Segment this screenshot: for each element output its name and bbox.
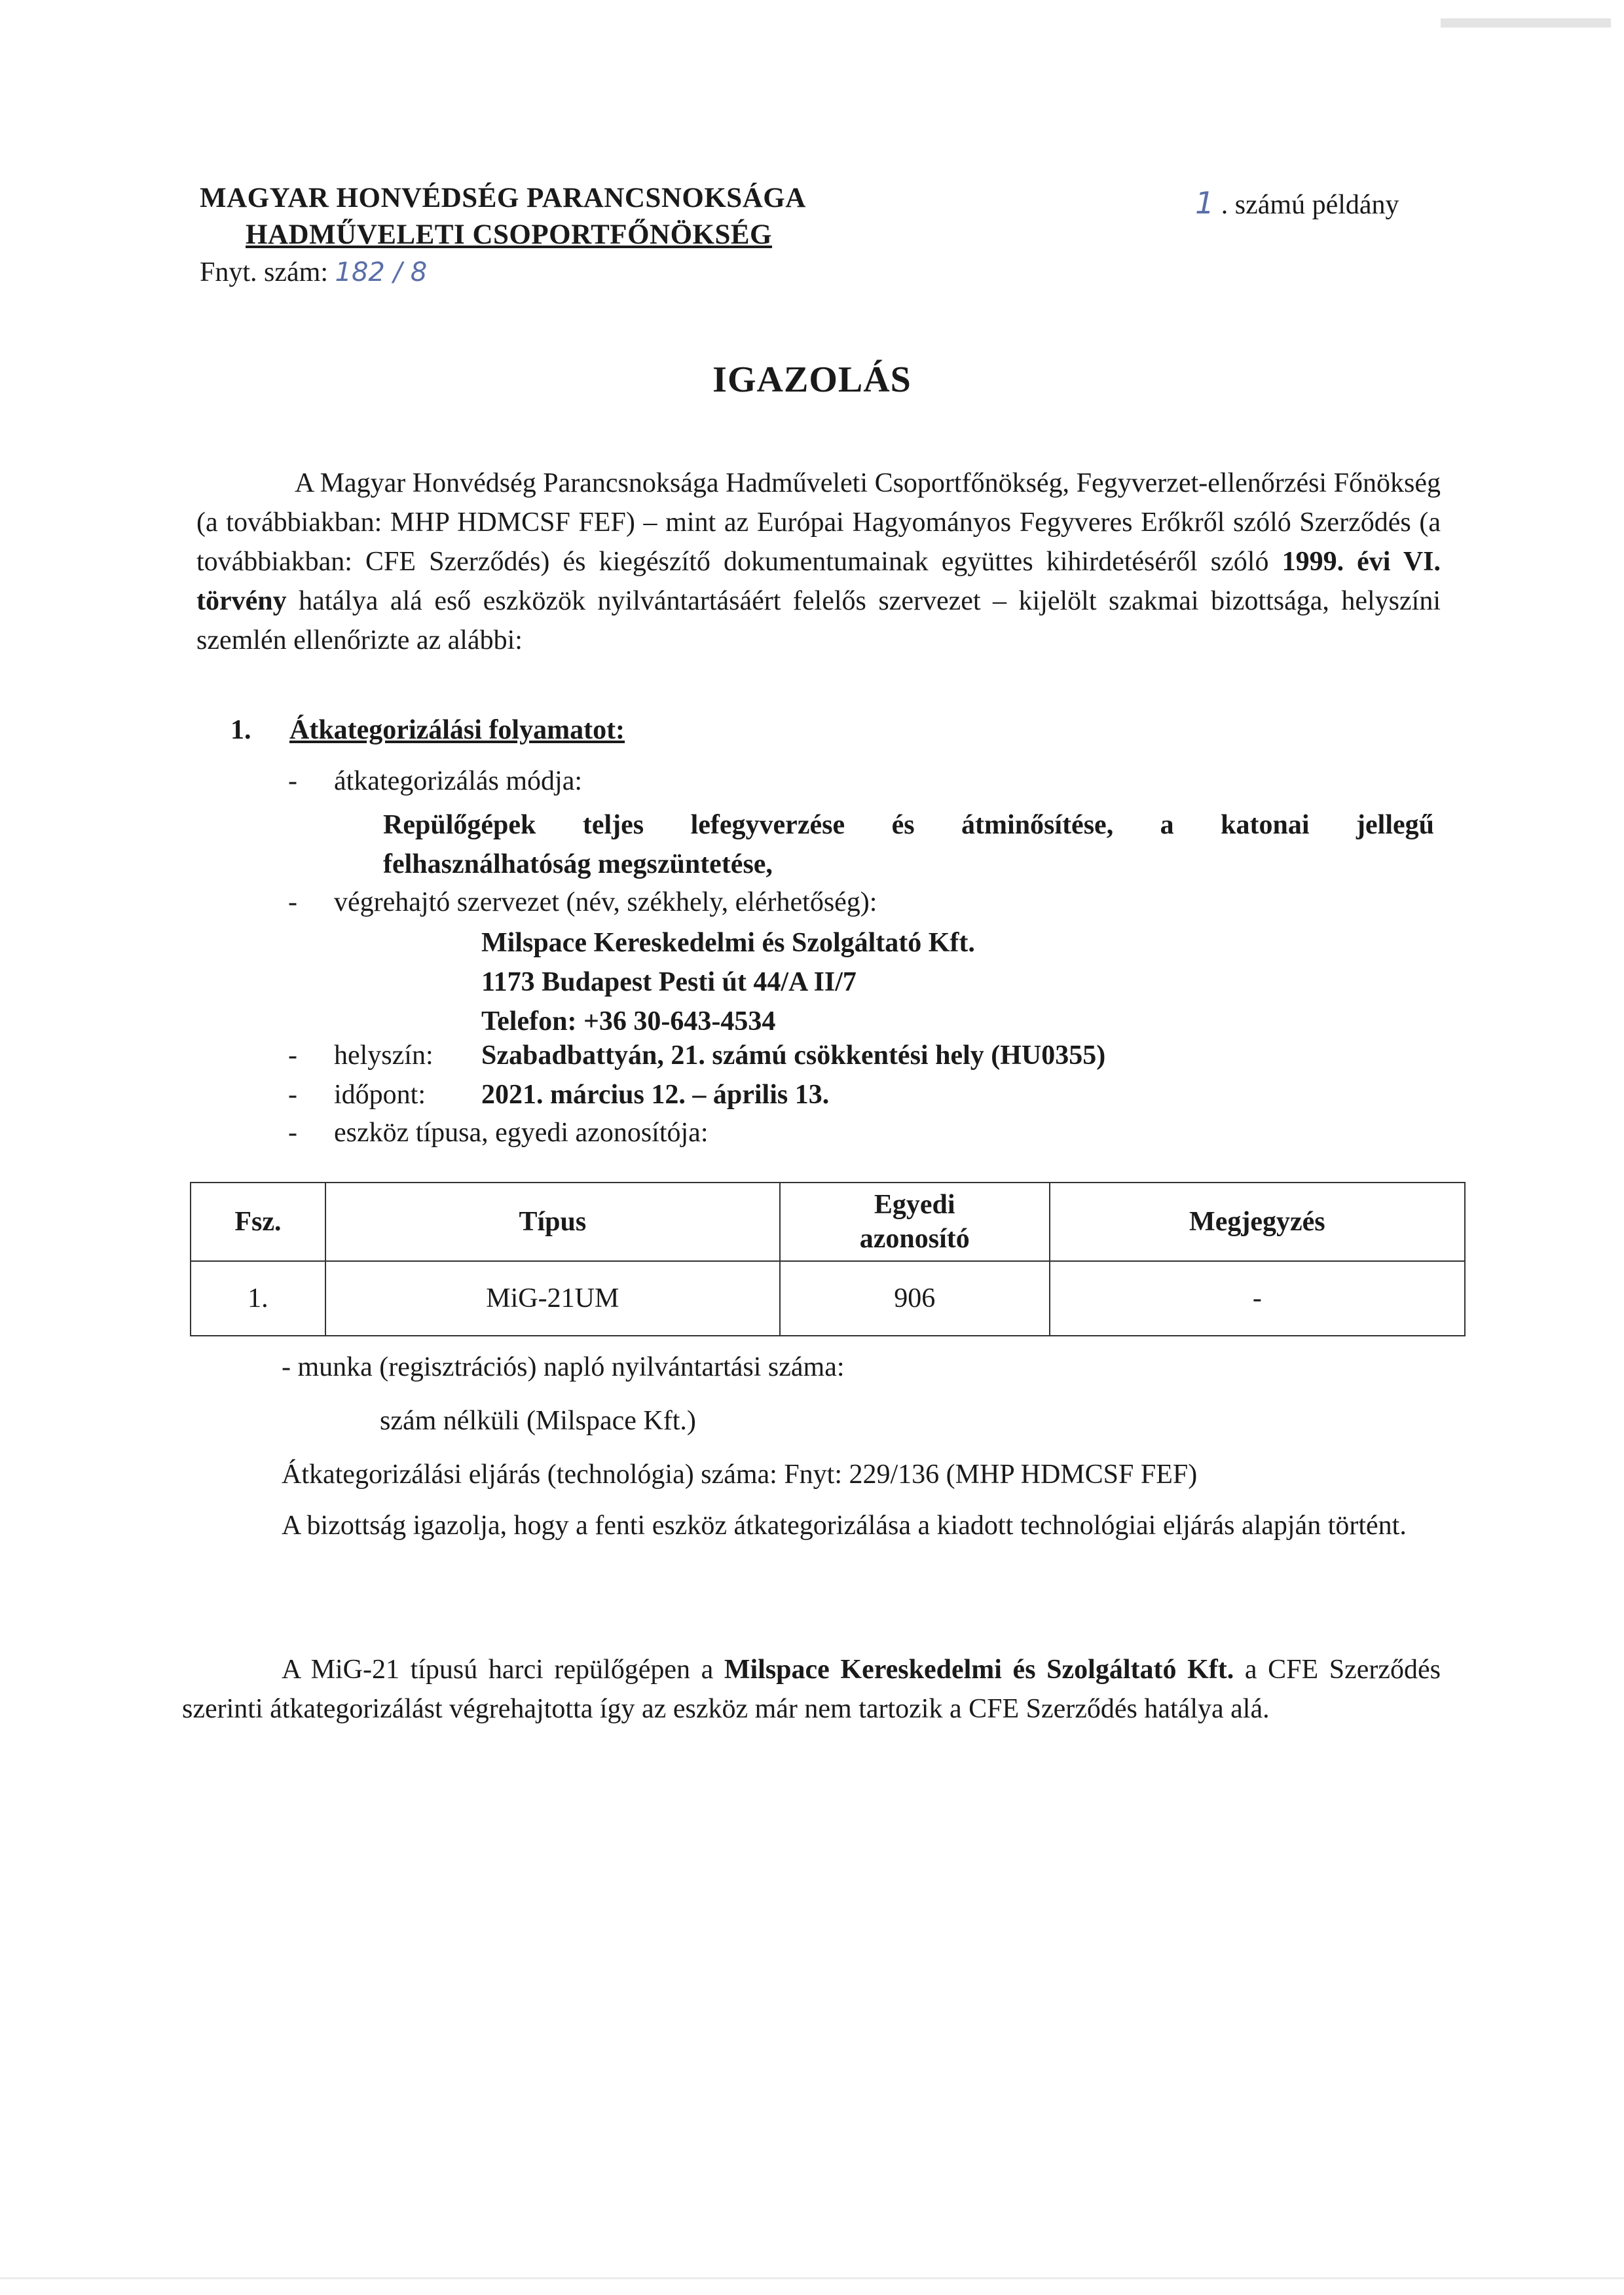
location-value: Szabadbattyán, 21. számú csökkentési hely (HU0355) (481, 1040, 1106, 1071)
table-header-cell: Típus (325, 1183, 780, 1261)
log-label: - munka (regisztrációs) napló nyilvántartási száma: (282, 1352, 845, 1382)
copy-number (1195, 183, 1399, 225)
device-label: eszköz típusa, egyedi azonosítója: (334, 1118, 709, 1148)
location-label: helyszín: (334, 1040, 434, 1071)
fnyt-handwritten: 182 / 8 (335, 257, 428, 287)
section-heading: Átkategorizálási folyamatot: (289, 715, 625, 745)
closing-company: Milspace Kereskedelmi és Szolgáltató Kft. (724, 1655, 1234, 1685)
dash: - (288, 1118, 297, 1148)
fnyt-label: Fnyt. szám: (200, 257, 328, 287)
method-value: Repülőgépek teljes lefegyverzése és átminősítése, a katonai jellegű (383, 810, 1434, 840)
date-label: időpont: (334, 1080, 426, 1110)
table-cell: - (1050, 1261, 1465, 1336)
device-table (190, 1182, 1466, 1336)
executor-label: végrehajtó szervezet (név, székhely, elérhetőség): (334, 887, 877, 917)
scan-artifact (1441, 18, 1611, 28)
procedure-number: Átkategorizálási eljárás (technológia) száma: Fnyt: 229/136 (MHP HDMCSF FEF) (282, 1460, 1198, 1490)
table-cell: 1. (191, 1261, 325, 1336)
org-unit: HADMŰVELETI CSOPORTFŐNÖKSÉG (246, 219, 773, 250)
intro-law-ref: 1999. évi VI. törvény (196, 547, 1441, 616)
executor-name: Milspace Kereskedelmi és Szolgáltató Kft. (481, 928, 975, 958)
dash: - (288, 766, 297, 796)
closing-paragraph (182, 1650, 1441, 1729)
method-value-cont: felhasználhatóság megszüntetése, (383, 849, 773, 879)
date-value: 2021. március 12. – április 13. (481, 1080, 830, 1110)
certify-paragraph: A bizottság igazolja, hogy a fenti eszköz átkategorizálása a kiadott technológiai eljárás alapján történt. (282, 1511, 1407, 1541)
dash: - (288, 887, 297, 917)
method-label: átkategorizálás módja: (334, 766, 583, 796)
executor-phone: Telefon: +36 30-643-4534 (481, 1006, 776, 1037)
org-name: MAGYAR HONVÉDSÉG PARANCSNOKSÁGA (200, 183, 806, 213)
table-cell: MiG-21UM (325, 1261, 780, 1336)
table-header-cell: Egyedi azonosító (780, 1183, 1050, 1261)
table-header-row (191, 1183, 1465, 1261)
scan-artifact (0, 2277, 1624, 2279)
closing-text: A MiG-21 típusú harci repülőgépen a (282, 1655, 724, 1685)
dash: - (288, 1080, 297, 1110)
dash: - (288, 1040, 297, 1071)
table-cell: 906 (780, 1261, 1050, 1336)
copy-number-handwritten: 1 (1195, 185, 1215, 221)
log-value: szám nélküli (Milspace Kft.) (380, 1406, 696, 1436)
intro-text-end: hatálya alá eső eszközök nyilvántartásáért felelős szervezet – kijelölt szakmai bizottsága, helyszíni szemlén ellenőrizte az alábbi: (196, 586, 1441, 655)
table-header-cell: Fsz. (191, 1183, 325, 1261)
section-number: 1. (231, 715, 251, 745)
copy-label: . számú példány (1221, 190, 1399, 220)
fnyt-number (200, 253, 427, 292)
closing-text-end: a CFE Szerződés szerinti átkategorizálást végrehajtotta így az eszköz már nem tartozik a CFE Szerződés hatálya alá. (182, 1655, 1441, 1724)
table-header-cell: Megjegyzés (1050, 1183, 1465, 1261)
executor-address: 1173 Budapest Pesti út 44/A II/7 (481, 967, 857, 997)
table-row (191, 1261, 1465, 1336)
intro-paragraph (196, 464, 1441, 660)
document-title: IGAZOLÁS (712, 359, 912, 400)
intro-text: A Magyar Honvédség Parancsnoksága Hadműveleti Csoportfőnökség, Fegyverzet-ellenőrzési Főnökség (a továbbiakban: MHP HDMCSF FEF) – mint az Európai Hagyományos Fegyveres Erőkről szóló Szerződés (a továbbiakban: CFE Szerződés) és kiegészítő dokumentumainak együttes kihirdetéséről szóló (196, 468, 1441, 577)
